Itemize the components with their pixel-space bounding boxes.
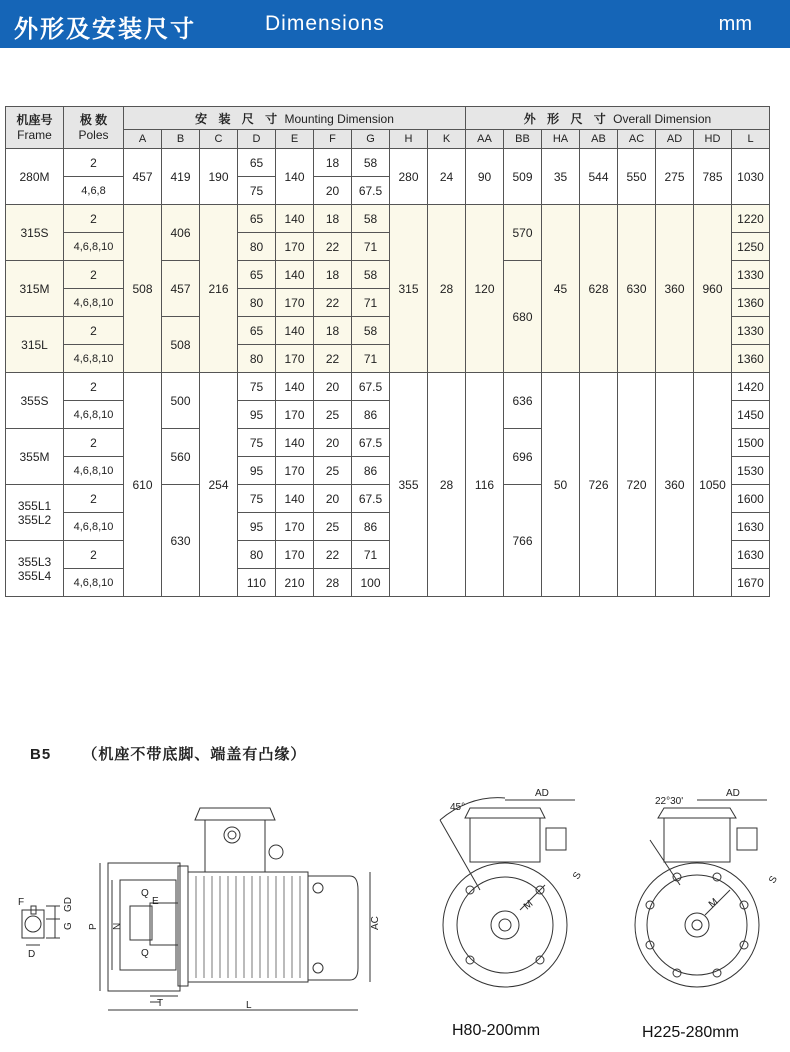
- cell-d: 65: [238, 205, 276, 233]
- cell-f: 18: [314, 149, 352, 177]
- cell-e: 170: [276, 289, 314, 317]
- cell-e: 170: [276, 233, 314, 261]
- poles-cell: 2: [64, 261, 124, 289]
- table-row: [6, 373, 770, 401]
- cell-h: 355: [390, 373, 428, 597]
- col-header: C: [200, 130, 238, 149]
- cell-b: 560: [162, 429, 200, 485]
- end2-ad: AD: [726, 788, 740, 799]
- b5-code: B5: [30, 746, 52, 763]
- title-en: Dimensions: [265, 12, 385, 35]
- end1-s: S: [571, 870, 584, 882]
- cell-g: 71: [352, 233, 390, 261]
- poles-cell: 2: [64, 149, 124, 177]
- cell-e: 140: [276, 205, 314, 233]
- cell-e: 140: [276, 317, 314, 345]
- cell-bb: 696: [504, 429, 542, 485]
- poles-cell: 4,6,8,10: [64, 289, 124, 317]
- mounting-dimension-header: 安 装 尺 寸 Mounting Dimension: [124, 107, 466, 130]
- end-view-h225-280: [635, 788, 780, 987]
- cell-f: 22: [314, 233, 352, 261]
- cell-ac: 550: [618, 149, 656, 205]
- label-ac: AC: [370, 916, 381, 930]
- cell-a: 508: [124, 205, 162, 373]
- label-n: N: [112, 922, 123, 930]
- cell-g: 71: [352, 541, 390, 569]
- poles-cell: 2: [64, 541, 124, 569]
- label-l: L: [246, 1000, 252, 1011]
- cell-a: 610: [124, 373, 162, 597]
- cell-f: 28: [314, 569, 352, 597]
- cell-d: 75: [238, 373, 276, 401]
- cell-g: 86: [352, 401, 390, 429]
- cell-l: 1600: [732, 485, 770, 513]
- cell-g: 58: [352, 261, 390, 289]
- label-q: Q: [141, 888, 149, 899]
- end2-angle: 22°30': [655, 796, 684, 807]
- cell-c: 190: [200, 149, 238, 205]
- cell-l: 1360: [732, 289, 770, 317]
- cell-ad: 275: [656, 149, 694, 205]
- poles-cell: 4,6,8: [64, 177, 124, 205]
- col-header: AA: [466, 130, 504, 149]
- cell-g: 71: [352, 289, 390, 317]
- cell-d: 75: [238, 177, 276, 205]
- cell-f: 22: [314, 541, 352, 569]
- col-header: K: [428, 130, 466, 149]
- cell-d: 80: [238, 233, 276, 261]
- cell-ha: 45: [542, 205, 580, 373]
- cell-d: 75: [238, 485, 276, 513]
- col-header: B: [162, 130, 200, 149]
- cell-l: 1500: [732, 429, 770, 457]
- cell-ha: 50: [542, 373, 580, 597]
- b5-heading: [30, 743, 306, 764]
- cell-d: 65: [238, 261, 276, 289]
- col-header: H: [390, 130, 428, 149]
- cell-l: 1330: [732, 317, 770, 345]
- cell-d: 110: [238, 569, 276, 597]
- cell-l: 1030: [732, 149, 770, 205]
- cell-b: 457: [162, 261, 200, 317]
- cell-ac: 720: [618, 373, 656, 597]
- cell-f: 18: [314, 261, 352, 289]
- col-header: AB: [580, 130, 618, 149]
- label-f: F: [18, 897, 25, 908]
- cell-f: 20: [314, 429, 352, 457]
- cell-k: 24: [428, 149, 466, 205]
- cell-c: 254: [200, 373, 238, 597]
- cell-l: 1630: [732, 513, 770, 541]
- col-header: E: [276, 130, 314, 149]
- frame-header: 机座号 Frame: [6, 107, 64, 149]
- poles-cell: 4,6,8,10: [64, 513, 124, 541]
- cell-f: 25: [314, 457, 352, 485]
- shaft-end-view: [18, 897, 74, 960]
- cell-d: 95: [238, 457, 276, 485]
- caption-h225-280: H225-280mm: [642, 1024, 739, 1041]
- cell-l: 1360: [732, 345, 770, 373]
- cell-ad: 360: [656, 373, 694, 597]
- cell-l: 1420: [732, 373, 770, 401]
- end2-m: M: [706, 896, 721, 911]
- poles-cell: 2: [64, 485, 124, 513]
- cell-e: 210: [276, 569, 314, 597]
- cell-hd: 960: [694, 205, 732, 373]
- cell-g: 67.5: [352, 485, 390, 513]
- cell-g: 67.5: [352, 429, 390, 457]
- cell-f: 18: [314, 317, 352, 345]
- poles-cell: 4,6,8,10: [64, 569, 124, 597]
- cell-f: 20: [314, 373, 352, 401]
- col-header: HA: [542, 130, 580, 149]
- end1-m: M: [521, 898, 536, 913]
- cell-c: 216: [200, 205, 238, 373]
- col-header: HD: [694, 130, 732, 149]
- frame-cell: 315L: [6, 317, 64, 373]
- cell-g: 58: [352, 149, 390, 177]
- label-e: E: [152, 896, 159, 907]
- label-gd: GD: [63, 897, 74, 912]
- cell-g: 100: [352, 569, 390, 597]
- overall-dimension-header: 外 形 尺 寸 Overall Dimension: [466, 107, 770, 130]
- motor-side-view: [88, 808, 381, 1011]
- caption-h80-200: H80-200mm: [452, 1022, 541, 1039]
- cell-e: 140: [276, 373, 314, 401]
- cell-aa: 120: [466, 205, 504, 373]
- cell-h: 315: [390, 205, 428, 373]
- cell-e: 140: [276, 429, 314, 457]
- dimensions-table: [5, 106, 770, 597]
- cell-d: 95: [238, 513, 276, 541]
- cell-f: 25: [314, 401, 352, 429]
- frame-cell: 355M: [6, 429, 64, 485]
- poles-cell: 4,6,8,10: [64, 401, 124, 429]
- cell-hd: 1050: [694, 373, 732, 597]
- col-header: L: [732, 130, 770, 149]
- cell-h: 280: [390, 149, 428, 205]
- cell-g: 71: [352, 345, 390, 373]
- cell-e: 170: [276, 513, 314, 541]
- cell-d: 65: [238, 149, 276, 177]
- col-header: AD: [656, 130, 694, 149]
- cell-g: 58: [352, 317, 390, 345]
- cell-b: 500: [162, 373, 200, 429]
- title-bar: [0, 0, 790, 48]
- cell-l: 1450: [732, 401, 770, 429]
- cell-e: 140: [276, 485, 314, 513]
- cell-e: 170: [276, 401, 314, 429]
- cell-l: 1670: [732, 569, 770, 597]
- cell-e: 170: [276, 345, 314, 373]
- col-header: A: [124, 130, 162, 149]
- poles-cell: 2: [64, 205, 124, 233]
- cell-f: 18: [314, 205, 352, 233]
- cell-bb: 570: [504, 205, 542, 261]
- col-header: G: [352, 130, 390, 149]
- cell-f: 25: [314, 513, 352, 541]
- cell-l: 1630: [732, 541, 770, 569]
- cell-d: 95: [238, 401, 276, 429]
- cell-e: 170: [276, 457, 314, 485]
- cell-d: 80: [238, 289, 276, 317]
- frame-cell: 315M: [6, 261, 64, 317]
- cell-k: 28: [428, 205, 466, 373]
- title-cn: 外形及安装尺寸: [14, 16, 196, 43]
- cell-b: 419: [162, 149, 200, 205]
- poles-cell: 4,6,8,10: [64, 457, 124, 485]
- cell-l: 1250: [732, 233, 770, 261]
- end1-ad: AD: [535, 788, 549, 799]
- cell-b: 630: [162, 485, 200, 597]
- cell-e: 140: [276, 261, 314, 289]
- label-p: P: [88, 923, 99, 930]
- cell-d: 80: [238, 345, 276, 373]
- cell-d: 80: [238, 541, 276, 569]
- cell-k: 28: [428, 373, 466, 597]
- cell-aa: 116: [466, 373, 504, 597]
- frame-cell: 355L3 355L4: [6, 541, 64, 597]
- cell-bb: 766: [504, 485, 542, 597]
- unit-label: mm: [718, 13, 752, 35]
- poles-cell: 2: [64, 429, 124, 457]
- b5-description: （机座不带底脚、端盖有凸缘）: [82, 746, 307, 763]
- cell-e: 170: [276, 541, 314, 569]
- cell-d: 75: [238, 429, 276, 457]
- cell-f: 22: [314, 289, 352, 317]
- end1-angle: 45°: [450, 802, 466, 813]
- cell-b: 508: [162, 317, 200, 373]
- cell-l: 1220: [732, 205, 770, 233]
- cell-aa: 90: [466, 149, 504, 205]
- frame-cell: 280M: [6, 149, 64, 205]
- cell-bb: 636: [504, 373, 542, 429]
- cell-g: 86: [352, 457, 390, 485]
- cell-ad: 360: [656, 205, 694, 373]
- cell-ab: 628: [580, 205, 618, 373]
- cell-bb: 509: [504, 149, 542, 205]
- cell-bb: 680: [504, 261, 542, 373]
- cell-g: 67.5: [352, 177, 390, 205]
- cell-e: 140: [276, 149, 314, 205]
- table-row: [6, 149, 770, 177]
- frame-cell: 315S: [6, 205, 64, 261]
- cell-g: 67.5: [352, 373, 390, 401]
- cell-f: 20: [314, 485, 352, 513]
- frame-cell: 355L1 355L2: [6, 485, 64, 541]
- end-view-h80-200: [440, 788, 584, 987]
- table-row: [6, 205, 770, 233]
- cell-l: 1330: [732, 261, 770, 289]
- poles-cell: 4,6,8,10: [64, 345, 124, 373]
- frame-cell: 355S: [6, 373, 64, 429]
- cell-ab: 726: [580, 373, 618, 597]
- cell-f: 22: [314, 345, 352, 373]
- poles-cell: 4,6,8,10: [64, 233, 124, 261]
- cell-d: 65: [238, 317, 276, 345]
- cell-hd: 785: [694, 149, 732, 205]
- poles-header: 极 数 Poles: [64, 107, 124, 149]
- label-g: G: [63, 922, 74, 930]
- col-header: BB: [504, 130, 542, 149]
- end2-s: S: [767, 874, 780, 886]
- poles-cell: 2: [64, 317, 124, 345]
- col-header: D: [238, 130, 276, 149]
- cell-ac: 630: [618, 205, 656, 373]
- label-q2: Q: [141, 948, 149, 959]
- label-d: D: [28, 949, 36, 960]
- col-header: AC: [618, 130, 656, 149]
- cell-a: 457: [124, 149, 162, 205]
- cell-g: 86: [352, 513, 390, 541]
- cell-l: 1530: [732, 457, 770, 485]
- poles-cell: 2: [64, 373, 124, 401]
- cell-ha: 35: [542, 149, 580, 205]
- label-t: T: [157, 998, 164, 1009]
- motor-drawings: [0, 780, 790, 1052]
- cell-b: 406: [162, 205, 200, 261]
- cell-g: 58: [352, 205, 390, 233]
- cell-f: 20: [314, 177, 352, 205]
- col-header: F: [314, 130, 352, 149]
- cell-ab: 544: [580, 149, 618, 205]
